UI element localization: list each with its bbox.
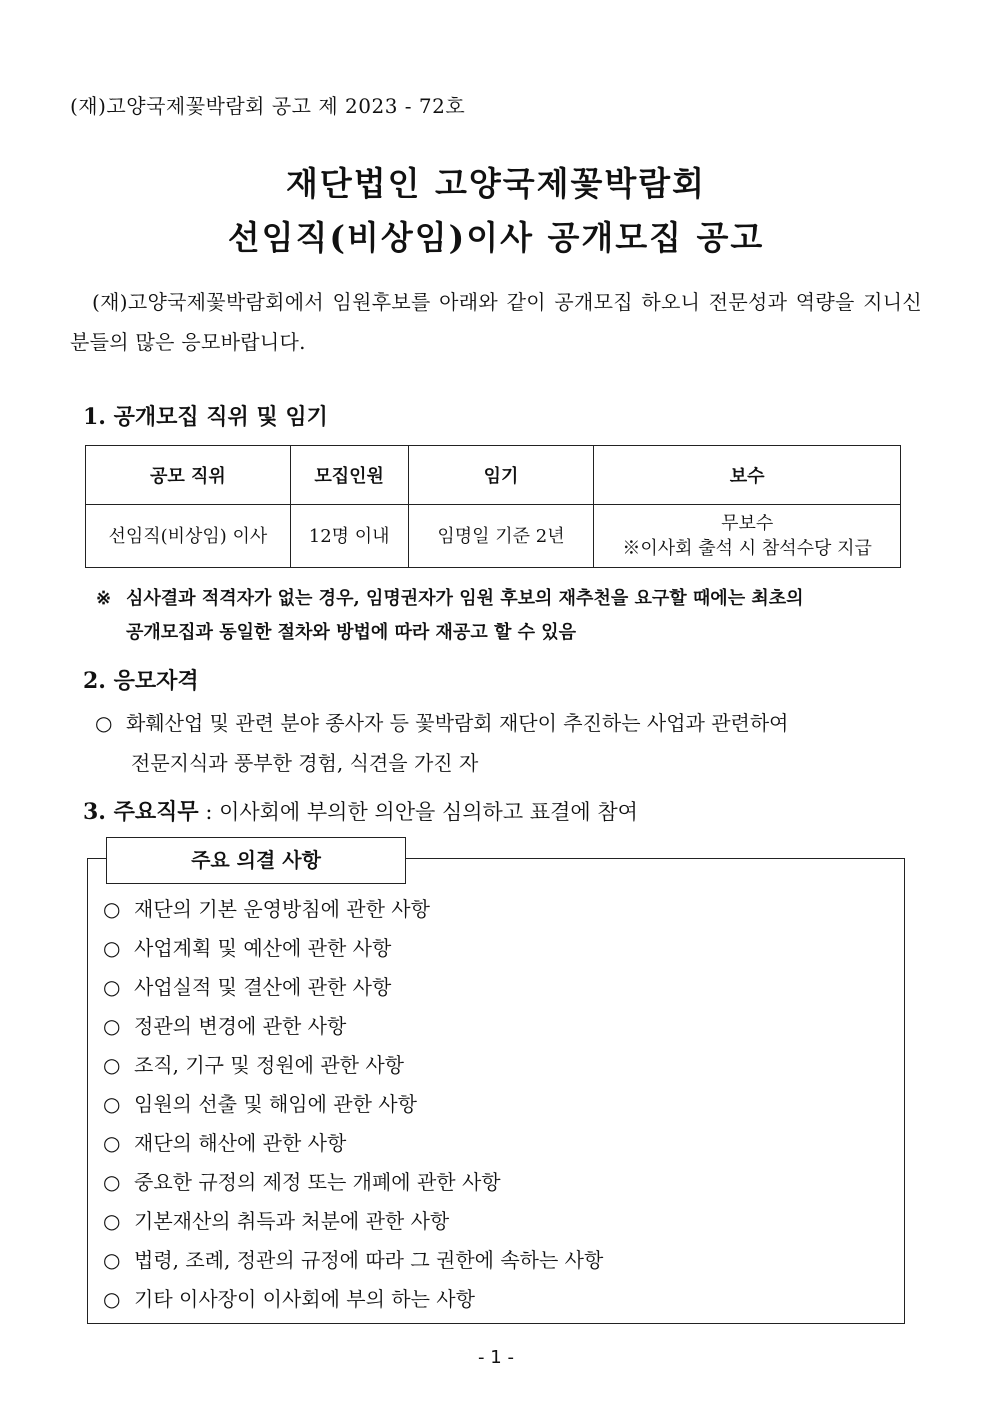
title-line-1: 재단법인 고양국제꽃박람회 — [285, 164, 707, 203]
table-note — [96, 582, 926, 650]
table-row — [86, 505, 901, 568]
list-item — [103, 1241, 603, 1280]
cell-count: 12명 이내 — [290, 505, 408, 568]
list-item — [103, 1124, 603, 1163]
pay-line-2: ※이사회 출석 시 참석수당 지급 — [622, 538, 872, 559]
circle-bullet-icon: ○ — [103, 1014, 121, 1038]
resolution-items-list — [103, 890, 603, 1319]
list-item — [103, 1202, 603, 1241]
list-item-text: 기타 이사장이 이사회에 부의 하는 사항 — [134, 1287, 475, 1311]
list-item-text: 조직, 기구 및 정원에 관한 사항 — [134, 1053, 404, 1077]
list-item-text: 사업실적 및 결산에 관한 사항 — [134, 975, 392, 999]
list-item — [103, 1007, 603, 1046]
header-pay: 보수 — [594, 446, 901, 505]
qualification-line-1: 화훼산업 및 관련 분야 종사자 등 꽃박람회 재단이 추진하는 사업과 관련하여 — [126, 711, 789, 735]
list-item-text: 법령, 조례, 정관의 규정에 따라 그 권한에 속하는 사항 — [134, 1248, 604, 1272]
qualification-line-2: 전문지식과 풍부한 경험, 식견을 가진 자 — [131, 751, 479, 775]
qualification-text — [95, 703, 925, 783]
header-term: 임기 — [408, 446, 594, 505]
recruitment-table — [85, 445, 901, 568]
title-line-2: 선임직(비상임)이사 공개모집 공고 — [227, 218, 765, 257]
list-item-text: 중요한 규정의 제정 또는 개폐에 관한 사항 — [134, 1170, 501, 1194]
list-item-text: 기본재산의 취득과 처분에 관한 사항 — [134, 1209, 450, 1233]
section-2-heading: 2. 응모자격 — [83, 668, 199, 694]
list-item — [103, 1163, 603, 1202]
circle-bullet-icon: ○ — [103, 1170, 121, 1194]
header-count: 모집인원 — [290, 446, 408, 505]
circle-bullet-icon: ○ — [103, 975, 121, 999]
table-header-row — [86, 446, 901, 505]
list-item-text: 재단의 기본 운영방침에 관한 사항 — [134, 897, 430, 921]
circle-bullet-icon: ○ — [103, 1092, 121, 1116]
section-3-heading — [83, 795, 638, 826]
list-item — [103, 1046, 603, 1085]
list-item — [103, 968, 603, 1007]
circle-bullet-icon: ○ — [103, 1131, 121, 1155]
section-1-heading: 1. 공개모집 직위 및 임기 — [83, 404, 328, 430]
circle-bullet-icon: ○ — [103, 1287, 121, 1311]
resolution-box-title: 주요 의결 사항 — [106, 837, 406, 884]
cell-pay — [594, 505, 901, 568]
circle-bullet-icon: ○ — [103, 1209, 121, 1233]
circle-bullet-icon: ○ — [103, 936, 121, 960]
list-item-text: 재단의 해산에 관한 사항 — [134, 1131, 347, 1155]
cell-term: 임명일 기준 2년 — [408, 505, 594, 568]
page-number: - 1 - — [478, 1347, 514, 1368]
list-item-text: 사업계획 및 예산에 관한 사항 — [134, 936, 392, 960]
list-item-text: 정관의 변경에 관한 사항 — [134, 1014, 347, 1038]
circle-bullet-icon: ○ — [95, 711, 113, 735]
cell-position: 선임직(비상임) 이사 — [86, 505, 291, 568]
section-3-description: 이사회에 부의한 의안을 심의하고 표결에 참여 — [219, 800, 638, 824]
header-position: 공모 직위 — [86, 446, 291, 505]
list-item — [103, 890, 603, 929]
list-item-text: 임원의 선출 및 해임에 관한 사항 — [134, 1092, 417, 1116]
list-item — [103, 1280, 603, 1319]
note-mark: ※ — [96, 588, 112, 609]
pay-line-1: 무보수 — [721, 513, 774, 534]
note-line-2: 공개모집과 동일한 절차와 방법에 따라 재공고 할 수 있음 — [126, 622, 577, 643]
circle-bullet-icon: ○ — [103, 1248, 121, 1272]
list-item — [103, 929, 603, 968]
note-line-1: 심사결과 적격자가 없는 경우, 임명권자가 임원 후보의 재추천을 요구할 때에는 최초의 — [126, 588, 804, 609]
section-3-title: 3. 주요직무 — [83, 799, 199, 825]
circle-bullet-icon: ○ — [103, 1053, 121, 1077]
circle-bullet-icon: ○ — [103, 897, 121, 921]
notice-number: (재)고양국제꽃박람회 공고 제 2023 - 72호 — [70, 94, 466, 118]
intro-paragraph: (재)고양국제꽃박람회에서 임원후보를 아래와 같이 공개모집 하오니 전문성과 역량을 지니신 분들의 많은 응모바랍니다. — [70, 290, 922, 354]
list-item — [103, 1085, 603, 1124]
section-3-separator: : — [198, 800, 220, 824]
